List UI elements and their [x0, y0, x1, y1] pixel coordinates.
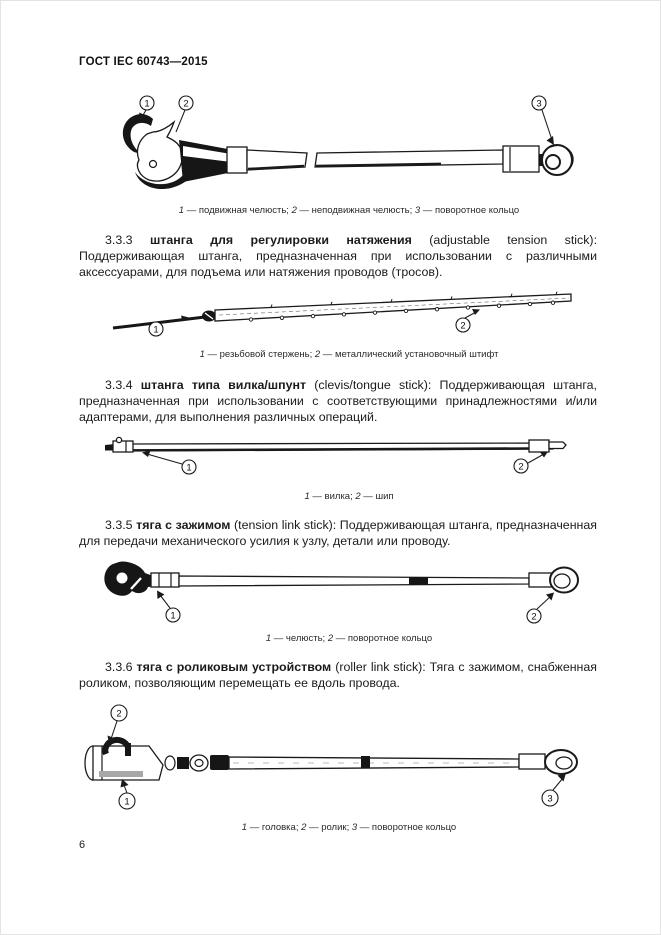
fixed-jaw-body: [137, 122, 182, 181]
link-block: [177, 757, 189, 769]
svg-text:3: 3: [547, 793, 553, 805]
svg-text:1: 1: [144, 98, 150, 110]
link-ring: [190, 755, 208, 771]
figure-clevis-tongue-stick: [101, 433, 581, 483]
shaft: [179, 576, 529, 586]
section-definition: (clevis/tongue stick): Поддерживающая штанга, предназначенная при использовании с соответствующими принадлежностями и/или адаптерами, для выполнения различных операций.: [79, 378, 597, 424]
callout-3: [542, 773, 566, 806]
tongue: [549, 442, 566, 449]
callout-3: [532, 96, 554, 145]
section-number: 3.3.4: [105, 378, 141, 392]
page-number: 6: [79, 839, 86, 851]
link-stick-drawing: [104, 562, 578, 596]
callout-1: [149, 316, 189, 337]
section-definition: (roller link stick): Тяга с зажимом, снабженная роликом, позволяющим перемещать ее вдоль провода.: [79, 660, 597, 690]
svg-text:3: 3: [536, 98, 542, 110]
figure3-caption: 1 — вилка; 2 — шип: [304, 491, 394, 502]
ferrule: [227, 147, 247, 173]
head-collar: [151, 573, 179, 587]
figure-tension-link-stick: [101, 553, 581, 625]
shaft-joint: [361, 756, 370, 768]
link-eye: [165, 756, 175, 770]
figure5-caption: 1 — головка; 2 — ролик; 3 — поворотное кольцо: [241, 822, 457, 833]
section-definition: (tension link stick): Поддерживающая штанга, предназначенная для передачи механического усилия к узлу, детали или проводу.: [79, 518, 597, 548]
section-3-3-3: [79, 232, 597, 280]
svg-text:2: 2: [518, 461, 524, 473]
shaft-collar: [210, 755, 229, 770]
clevis-fork: [113, 441, 133, 452]
callout-2: [176, 96, 193, 132]
section-3-3-5: [79, 517, 597, 549]
clevis-pin: [116, 437, 121, 442]
section-term: штанга для регулировки натяжения: [149, 233, 412, 247]
figure-adjustable-tension-stick: [101, 287, 581, 341]
callout-2: [456, 309, 480, 332]
jaw-head: [104, 562, 154, 596]
figure-roller-link-stick: [73, 699, 593, 817]
figure2-caption: 1 — резьбовой стержень; 2 — металлический установочный штифт: [199, 349, 499, 360]
tension-stick-drawing: [113, 292, 571, 328]
section-number: 3.3.5: [105, 518, 137, 532]
document-header: ГОСТ IEC 60743—2015: [79, 56, 208, 68]
stick-body: [215, 294, 571, 321]
shaft-joint: [409, 577, 428, 585]
svg-text:1: 1: [186, 462, 192, 474]
callout-1: [142, 451, 196, 475]
section-term: штанга типа вилка/шпунт: [140, 378, 307, 392]
callout-2: [527, 593, 554, 624]
svg-text:2: 2: [531, 611, 537, 623]
tongue-collar: [529, 440, 549, 452]
ring-collar: [519, 754, 545, 769]
svg-text:1: 1: [124, 796, 130, 808]
section-term: тяга с зажимом: [136, 518, 231, 532]
section-3-3-4: [79, 377, 597, 425]
clamp-stick-drawing: [123, 114, 573, 189]
callout-1: [119, 779, 135, 809]
svg-text:2: 2: [183, 98, 189, 110]
figure-clamp-stick: [101, 91, 581, 201]
svg-text:2: 2: [116, 708, 122, 720]
section-3-3-6: [79, 659, 597, 691]
callout-2: [514, 452, 548, 474]
svg-text:2: 2: [460, 320, 466, 332]
figure4-caption: 1 — челюсть; 2 — поворотное кольцо: [265, 633, 433, 644]
section-term: тяга с роликовым устройством: [136, 660, 332, 674]
section-number: 3.3.6: [105, 660, 137, 674]
svg-text:1: 1: [153, 324, 159, 336]
end-collar: [503, 146, 539, 172]
figure1-caption: 1 — подвижная челюсть; 2 — неподвижная челюсть; 3 — поворотное кольцо: [178, 205, 520, 216]
section-definition: (adjustable tension stick): Поддерживающая штанга, предназначенная при использовании с различными аксессуарами, для подъема или натяжения проводов (тросов).: [79, 233, 598, 279]
clevis-stick-drawing: [105, 437, 566, 452]
roller-stick-drawing: [85, 740, 577, 780]
svg-text:1: 1: [170, 610, 176, 622]
section-number: 3.3.3: [105, 233, 150, 247]
callout-1: [157, 591, 180, 623]
